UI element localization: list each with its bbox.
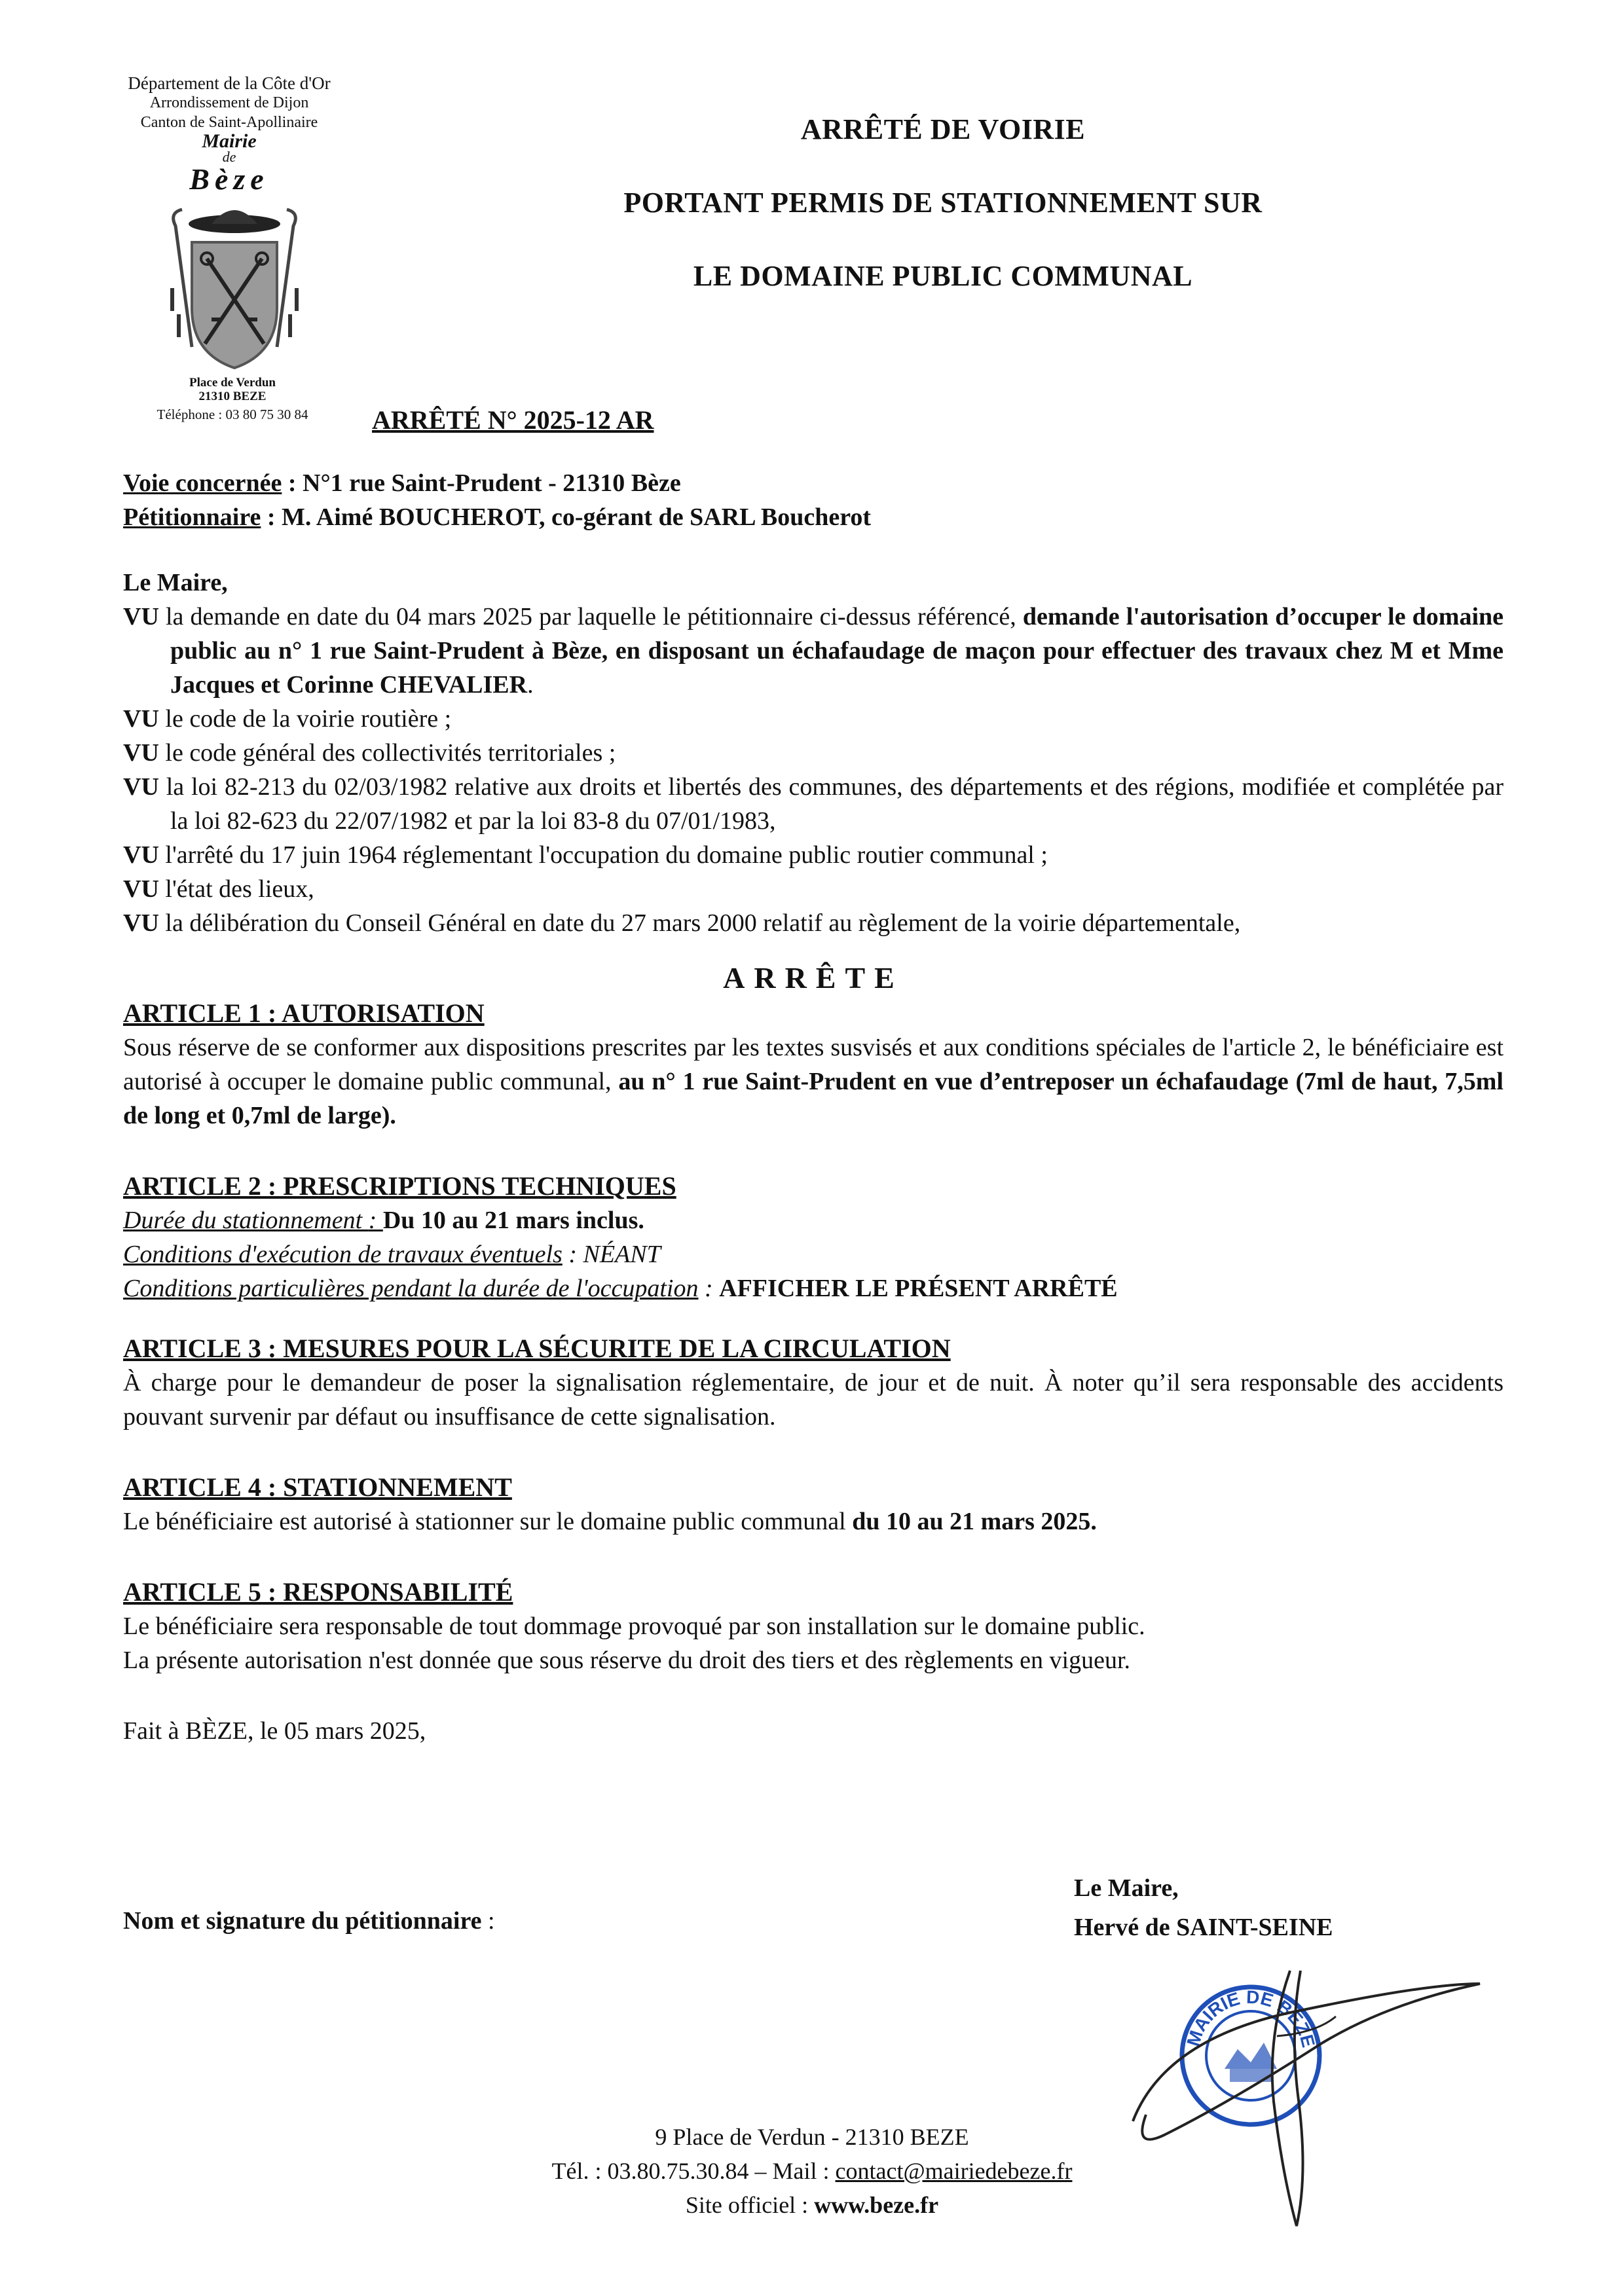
letterhead-place: Place de Verdun	[189, 376, 276, 390]
stamp-text: MAIRIE DE BEZE	[1183, 1986, 1319, 2050]
letterhead	[98, 73, 360, 195]
vu-etat-lieux-text: l'état des lieux,	[158, 875, 314, 903]
footer-tel: Tél. : 03.80.75.30.84 – Mail :	[551, 2158, 836, 2184]
vu-deliberation	[123, 906, 1504, 940]
vu-arrete-1964	[123, 838, 1504, 872]
vu-demande-end: .	[527, 671, 534, 699]
title-line-1: ARRÊTÉ DE VOIRIE	[800, 113, 1086, 145]
duree-sep: :	[368, 1207, 383, 1234]
article-2-duree	[123, 1203, 1504, 1237]
title-line-2: PORTANT PERMIS DE STATIONNEMENT SUR	[623, 187, 1263, 219]
particulieres-sep: :	[698, 1275, 720, 1302]
fait-a: Fait à BÈZE, le 05 mars 2025,	[123, 1717, 426, 1745]
conditions-value: : NÉANT	[562, 1241, 661, 1268]
signature-label: Nom et signature du pétitionnaire	[123, 1907, 482, 1935]
vu-marker: VU	[123, 739, 159, 767]
vu-marker: VU	[123, 773, 159, 801]
letterhead-town: Bèze	[189, 162, 269, 196]
footer-site-label: Site officiel :	[685, 2192, 815, 2218]
vu-marker: VU	[123, 705, 159, 733]
article-5-heading: ARTICLE 5 : RESPONSABILITÉ	[123, 1577, 513, 1607]
preamble-heading: Le Maire,	[123, 569, 228, 596]
article-4-text-b: du 10 au 21 mars 2025.	[852, 1508, 1097, 1535]
vu-code-collectivites-text: le code général des collectivités territoriales ;	[158, 739, 616, 767]
footer-contact	[419, 2154, 1205, 2188]
duree-label: Durée du stationnement	[123, 1207, 369, 1234]
article-4-text-a: Le bénéficiaire est autorisé à stationner sur le domaine public communal	[123, 1508, 853, 1535]
footer-address: 9 Place de Verdun - 21310 BEZE	[655, 2124, 969, 2150]
particulieres-label: Conditions particulières pendant la durée de l'occupation	[123, 1275, 699, 1302]
duree-value: Du 10 au 21 mars inclus.	[382, 1207, 644, 1234]
article-1-text	[123, 1030, 1504, 1133]
maire-title: Le Maire,	[1074, 1874, 1179, 1902]
vu-demande	[123, 600, 1504, 702]
document-body	[123, 466, 1504, 1748]
article-5-line-1: Le bénéficiaire sera responsable de tout dommage provoqué par son installation sur le domaine public.	[123, 1613, 1145, 1640]
petitionnaire	[123, 500, 1504, 534]
vu-marker: VU	[123, 603, 159, 630]
petitionnaire-value: : M. Aimé BOUCHEROT, co-gérant de SARL Boucherot	[261, 503, 872, 531]
footer	[419, 2120, 1205, 2222]
letterhead-de: de	[222, 149, 236, 165]
vu-loi	[123, 770, 1504, 838]
voie-concernee	[123, 466, 1504, 500]
letterhead-phone: Téléphone : 03 80 75 30 84	[157, 407, 308, 422]
vu-code-voirie	[123, 702, 1504, 736]
vu-arrete-1964-text: l'arrêté du 17 juin 1964 réglementant l'occupation du domaine public routier communal ;	[158, 841, 1048, 869]
vu-etat-lieux	[123, 872, 1504, 906]
vu-marker: VU	[123, 909, 159, 937]
maire-block	[1074, 1868, 1333, 1947]
footer-email-link[interactable]: contact@mairiedebeze.fr	[835, 2158, 1073, 2184]
article-2-particulieres	[123, 1271, 1504, 1305]
vu-code-voirie-text: le code de la voirie routière ;	[158, 705, 452, 733]
article-4-text	[123, 1504, 1504, 1539]
vu-marker: VU	[123, 841, 159, 869]
article-1-text-a: Sous réserve de se conformer aux dispositions prescrites par les textes susvisés et aux conditions spéciales de l'article 2, le bénéficiaire est autorisé à occuper le domaine public communal,	[123, 1034, 1504, 1095]
vu-loi-text: la loi 82-213 du 02/03/1982 relative aux droits et libertés des communes, des départements et des régions, modifiée et complétée par la loi 82-623 du 22/07/1982 et par la loi 83-8 du 07/01/1983,	[158, 773, 1504, 835]
vu-demande-bold: demande l'autorisation d’occuper le domaine public au n° 1 rue Saint-Prudent à Bèze, en disposant un échafaudage de maçon pour effectuer des travaux chez M et Mme Jacques et Corinne CHEVALIER	[170, 603, 1504, 699]
maire-name: Hervé de SAINT-SEINE	[1074, 1914, 1333, 1941]
vu-demande-text: la demande en date du 04 mars 2025 par laquelle le pétitionnaire ci-dessus référencé,	[158, 603, 1023, 630]
footer-site-link[interactable]: www.beze.fr	[814, 2192, 939, 2218]
letterhead-mairie: Mairie	[202, 130, 257, 152]
petitionnaire-label: Pétitionnaire	[123, 503, 261, 531]
letterhead-address	[124, 376, 341, 403]
article-3-text: À charge pour le demandeur de poser la signalisation réglementaire, de jour et de nuit. À noter qu’il sera responsable des accidents pouvant survenir par défaut ou insuffisance de cette signalisation.	[123, 1369, 1504, 1430]
arrete-number: ARRÊTÉ N° 2025-12 AR	[372, 405, 654, 435]
article-4-heading: ARTICLE 4 : STATIONNEMENT	[123, 1472, 512, 1502]
article-2-conditions	[123, 1237, 1504, 1271]
article-2-heading: ARTICLE 2 : PRESCRIPTIONS TECHNIQUES	[123, 1171, 676, 1201]
letterhead-arrondissement: Arrondissement de Dijon	[149, 94, 309, 111]
signature-sep: :	[481, 1907, 495, 1935]
title-line-3: LE DOMAINE PUBLIC COMMUNAL	[693, 260, 1193, 292]
vu-deliberation-text: la délibération du Conseil Général en date du 27 mars 2000 relatif au règlement de la voirie départementale,	[158, 909, 1241, 937]
vu-code-collectivites	[123, 736, 1504, 770]
article-1-text-b: au n° 1 rue Saint-Prudent en vue d’entreposer un échafaudage (7ml de haut, 7,5ml de long et 0,7ml de large).	[123, 1068, 1504, 1129]
arrete-heading: ARRÊTE	[723, 961, 904, 994]
letterhead-canton: Canton de Saint-Apollinaire	[140, 114, 318, 131]
vu-marker: VU	[123, 875, 159, 903]
letterhead-department: Département de la Côte d'Or	[128, 73, 331, 93]
voie-label: Voie concernée	[123, 469, 282, 497]
voie-value: : N°1 rue Saint-Prudent - 21310 Bèze	[282, 469, 681, 497]
footer-site	[419, 2188, 1205, 2222]
petitionnaire-signature	[123, 1904, 495, 1938]
letterhead-postcode: 21310 BEZE	[198, 390, 267, 403]
coat-of-arms-icon	[156, 196, 313, 373]
particulieres-value: AFFICHER LE PRÉSENT ARRÊTÉ	[719, 1275, 1118, 1302]
article-3-heading: ARTICLE 3 : MESURES POUR LA SÉCURITE DE LA CIRCULATION	[123, 1334, 951, 1363]
conditions-label: Conditions d'exécution de travaux éventuels	[123, 1241, 563, 1268]
article-5-line-2: La présente autorisation n'est donnée que sous réserve du droit des tiers et des règlements en vigueur.	[123, 1647, 1130, 1674]
article-1-heading: ARTICLE 1 : AUTORISATION	[123, 998, 485, 1028]
